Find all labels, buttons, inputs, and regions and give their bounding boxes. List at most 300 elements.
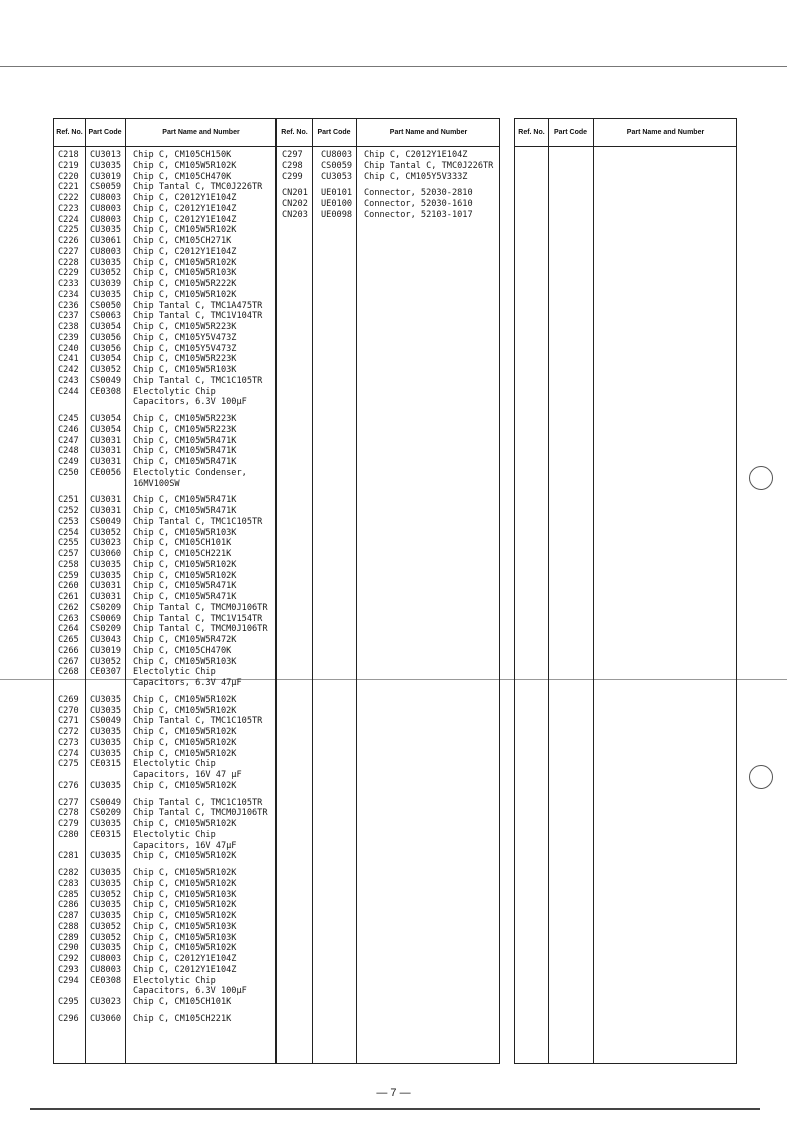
part-code-cell: CU3023 [90, 538, 122, 549]
ref-cell: C268 [58, 667, 79, 678]
part-code-cell: CU3056 [90, 332, 122, 343]
ref-cell: C299 [282, 171, 303, 182]
part-name-cell: Chip C, CM105W5R103K [133, 656, 237, 667]
table-row [54, 997, 275, 1008]
ref-cell: C252 [58, 506, 79, 516]
table-row [54, 414, 275, 425]
part-code-cell: CU3054 [90, 354, 122, 365]
table-row [54, 172, 275, 183]
ref-cell: C237 [58, 311, 79, 322]
part-code-cell: CU8003 [90, 214, 122, 225]
part-name-cell: Chip C, CM105CH470K [133, 645, 232, 656]
ref-cell: C244 [58, 386, 79, 397]
ref-cell: C279 [58, 819, 79, 829]
table-row [54, 397, 275, 408]
table-body [277, 150, 499, 221]
table-row [54, 781, 275, 792]
ref-cell: C242 [58, 365, 79, 375]
part-name-cell: Chip C, CM105W5R102K [133, 943, 237, 954]
table-row [54, 954, 275, 965]
table-row [54, 150, 275, 161]
part-name-cell: Chip Tantal C, TMC1V104TR [133, 311, 263, 322]
part-code-cell: CS0049 [90, 716, 122, 727]
ref-cell: C271 [58, 716, 79, 727]
part-code-cell: CU3019 [90, 171, 122, 182]
part-code-cell: CU3031 [90, 495, 122, 506]
table-row [54, 215, 275, 226]
part-name-cell: Capacitors, 6.3V 100µF [133, 986, 247, 997]
table-row [277, 199, 499, 210]
parts-table-1 [53, 118, 276, 1064]
table-row [54, 333, 275, 344]
part-code-cell: CU8003 [90, 964, 122, 975]
part-name-cell: Chip Tantal C, TMC1C105TR [133, 716, 263, 727]
part-code-cell: CU3061 [90, 236, 122, 246]
column-divider [548, 119, 549, 1063]
part-name-cell: Chip C, CM105W5R102K [133, 694, 237, 705]
part-name-cell: Chip C, CM105W5R102K [133, 911, 237, 921]
part-name-cell: Chip C, CM105CH101K [133, 538, 232, 549]
ref-cell: C277 [58, 797, 79, 808]
part-name-cell: Chip Tantal C, TMCM0J106TR [133, 624, 268, 635]
header-part-name: Part Name and Number [162, 128, 240, 136]
punch-hole-lower [749, 765, 773, 789]
ref-cell: C241 [58, 354, 79, 365]
part-name-cell: Chip Tantal C, TMC1C105TR [133, 516, 263, 527]
part-name-cell: Chip C, CM105Y5V473Z [133, 343, 237, 354]
part-code-cell: CS0209 [90, 624, 122, 635]
ref-cell: C236 [58, 300, 79, 311]
page-number: — 7 — [376, 1087, 411, 1099]
part-code-cell: CU3035 [90, 737, 122, 748]
part-code-cell: CU3035 [90, 705, 122, 716]
ref-cell: C272 [58, 727, 79, 737]
part-code-cell: CU3052 [90, 889, 122, 900]
ref-cell: C223 [58, 203, 79, 214]
ref-cell: C295 [58, 997, 79, 1007]
ref-cell: C270 [58, 705, 79, 716]
ref-cell: CN202 [282, 199, 308, 209]
part-name-cell: Chip C, CM105CH271K [133, 236, 232, 246]
table-row [54, 965, 275, 976]
part-code-cell: CE0307 [90, 667, 122, 678]
part-name-cell: Chip C, CM105W5R102K [133, 705, 237, 716]
table-row [54, 819, 275, 830]
ref-cell: C287 [58, 911, 79, 921]
part-code-cell: CU3019 [90, 645, 122, 656]
part-name-cell: Chip C, CM105W5R102K [133, 819, 237, 829]
part-name-cell: Chip C, CM105W5R223K [133, 322, 237, 332]
ref-cell: C296 [58, 1013, 79, 1024]
part-code-cell: CU3054 [90, 414, 122, 424]
part-name-cell: Chip C, CM105W5R102K [133, 737, 237, 748]
ref-cell: C278 [58, 808, 79, 819]
ref-cell: C293 [58, 964, 79, 975]
ref-cell: C280 [58, 829, 79, 840]
ref-cell: C297 [282, 150, 303, 160]
part-name-cell: Chip C, CM105W5R102K [133, 559, 237, 570]
part-code-cell: CU3056 [90, 343, 122, 354]
ref-cell: C259 [58, 570, 79, 581]
part-name-cell: Chip C, C2012Y1E104Z [133, 954, 237, 964]
part-code-cell: CE0056 [90, 467, 122, 478]
table-row [54, 770, 275, 781]
table-row [277, 161, 499, 172]
part-code-cell: CU3031 [90, 446, 122, 457]
ref-cell: C264 [58, 624, 79, 635]
table-row [54, 225, 275, 236]
part-name-cell: Chip Tantal C, TMC1A475TR [133, 300, 263, 311]
header-part-code: Part Code [553, 128, 588, 136]
table-row [54, 868, 275, 879]
table-row [54, 879, 275, 890]
ref-cell: C288 [58, 921, 79, 932]
part-code-cell: CU3039 [90, 279, 122, 289]
table-row [54, 376, 275, 387]
part-name-cell: Chip C, C2012Y1E104Z [133, 964, 237, 975]
table-row [54, 517, 275, 528]
part-code-cell: CU3031 [90, 435, 122, 446]
part-code-cell: CU3052 [90, 921, 122, 932]
table-row [54, 479, 275, 490]
ref-cell: C239 [58, 332, 79, 343]
ref-cell: C294 [58, 975, 79, 986]
table-row [54, 571, 275, 582]
part-name-cell: Chip C, C2012Y1E104Z [133, 214, 237, 225]
part-code-cell: CS0059 [90, 182, 122, 193]
ref-cell: C224 [58, 214, 79, 225]
part-code-cell: CU3052 [90, 932, 122, 943]
part-name-cell: Electolytic Condenser, [133, 467, 247, 478]
part-code-cell: CU3035 [90, 868, 122, 878]
part-code-cell: CU8003 [90, 203, 122, 214]
part-code-cell: CU3031 [90, 457, 122, 467]
table-row [54, 436, 275, 447]
table-row [277, 188, 499, 199]
table-row [54, 365, 275, 376]
part-name-cell: Capacitors, 6.3V 47µF [133, 678, 242, 688]
part-name-cell: Chip C, CM105W5R471K [133, 435, 237, 446]
table-row [54, 236, 275, 247]
part-name-cell: Chip C, CM105W5R103K [133, 889, 237, 900]
ref-cell: C266 [58, 645, 79, 656]
table-row [54, 678, 275, 689]
part-code-cell: CU3035 [90, 559, 122, 570]
part-code-cell: UE0100 [321, 199, 353, 209]
table-row [54, 706, 275, 717]
ref-cell: CN203 [282, 209, 308, 220]
table-header [54, 119, 275, 147]
part-name-cell: Chip C, C2012Y1E104Z [133, 203, 237, 214]
part-code-cell: CU3031 [90, 506, 122, 516]
ref-cell: C276 [58, 780, 79, 791]
table-row [54, 354, 275, 365]
part-code-cell: CU3054 [90, 322, 122, 332]
ref-cell: C240 [58, 343, 79, 354]
table-row [54, 182, 275, 193]
part-name-cell: Electolytic Chip [133, 829, 216, 840]
header-part-code: Part Code [317, 128, 351, 136]
part-code-cell: CU3035 [90, 780, 122, 791]
table-row [277, 210, 499, 221]
table-row [54, 933, 275, 944]
ref-cell: C267 [58, 656, 79, 667]
ref-cell: C285 [58, 889, 79, 900]
table-row [54, 624, 275, 635]
ref-cell: C253 [58, 516, 79, 527]
ref-cell: C219 [58, 160, 79, 171]
table-row [277, 150, 499, 161]
table-row [54, 322, 275, 333]
part-name-cell: Chip Tantal C, TMCM0J106TR [133, 602, 268, 613]
part-code-cell: CU3035 [90, 819, 122, 829]
part-code-cell: CE0315 [90, 759, 122, 770]
table-row [54, 635, 275, 646]
column-divider [356, 119, 357, 1063]
part-code-cell: UE0098 [321, 209, 353, 220]
table-row [54, 911, 275, 922]
part-name-cell: Electolytic Chip [133, 759, 216, 770]
ref-cell: C251 [58, 495, 79, 506]
part-code-cell: CU3035 [90, 878, 122, 889]
part-code-cell: CU3035 [90, 911, 122, 921]
table-row [54, 457, 275, 468]
table-row [54, 528, 275, 539]
part-name-cell: Chip C, CM105W5R102K [133, 727, 237, 737]
part-name-cell: Chip C, CM105W5R103K [133, 921, 237, 932]
table-row [54, 446, 275, 457]
table-row [277, 172, 499, 183]
ref-cell: C243 [58, 375, 79, 386]
ref-cell: C220 [58, 171, 79, 182]
part-name-cell: Chip Tantal C, TMCM0J106TR [133, 808, 268, 819]
ref-cell: C245 [58, 414, 79, 424]
table-row [54, 592, 275, 603]
part-name-cell: Capacitors, 16V 47 µF [133, 770, 242, 780]
table-row [54, 247, 275, 258]
ref-cell: C254 [58, 527, 79, 538]
table-row [54, 841, 275, 852]
part-name-cell: Chip C, CM105W5R103K [133, 268, 237, 279]
ref-cell: C228 [58, 257, 79, 268]
part-code-cell: CU8003 [321, 150, 353, 160]
table-row [54, 161, 275, 172]
part-name-cell: Chip C, CM105W5R471K [133, 506, 237, 516]
parts-table-2 [276, 118, 500, 1064]
table-row [54, 549, 275, 560]
part-name-cell: Chip C, CM105W5R102K [133, 868, 237, 878]
table-header [515, 119, 736, 147]
ref-cell: C257 [58, 549, 79, 559]
ref-cell: C298 [282, 160, 303, 171]
part-name-cell: Chip C, CM105W5R103K [133, 365, 237, 375]
part-code-cell: CU3035 [90, 289, 122, 300]
ref-cell: C255 [58, 538, 79, 549]
part-name-cell: Chip C, C2012Y1E104Z [133, 246, 237, 257]
ref-cell: C249 [58, 457, 79, 467]
ref-cell: C227 [58, 246, 79, 257]
part-code-cell: UE0101 [321, 188, 353, 199]
part-code-cell: CU3031 [90, 592, 122, 602]
part-name-cell: Chip C, CM105W5R103K [133, 527, 237, 538]
ref-cell: C289 [58, 932, 79, 943]
top-scan-rule [0, 66, 787, 67]
column-divider [312, 119, 313, 1063]
part-code-cell: CU3060 [90, 549, 122, 559]
part-code-cell: CU3035 [90, 727, 122, 737]
ref-cell: CN201 [282, 188, 308, 199]
part-code-cell: CU8003 [90, 246, 122, 257]
part-name-cell: Connector, 52103-1017 [364, 209, 473, 220]
table-row [54, 290, 275, 301]
part-name-cell: Chip C, CM105W5R222K [133, 279, 237, 289]
part-name-cell: Chip C, C2012Y1E104Z [364, 150, 468, 160]
part-code-cell: CU3023 [90, 997, 122, 1007]
table-row [54, 890, 275, 901]
ref-cell: C221 [58, 182, 79, 193]
part-code-cell: CU3031 [90, 581, 122, 592]
header-part-code: Part Code [88, 128, 122, 136]
ref-cell: C229 [58, 268, 79, 279]
ref-cell: C282 [58, 868, 79, 878]
part-code-cell: CU3043 [90, 635, 122, 645]
part-code-cell: CE0308 [90, 975, 122, 986]
ref-cell: C222 [58, 193, 79, 203]
ref-cell: C262 [58, 602, 79, 613]
part-name-cell: Chip C, CM105W5R103K [133, 932, 237, 943]
table-row [54, 727, 275, 738]
part-name-cell: Chip C, CM105W5R102K [133, 225, 237, 236]
header-part-name: Part Name and Number [389, 128, 468, 136]
part-name-cell: Electolytic Chip [133, 975, 216, 986]
table-row [54, 830, 275, 841]
ref-cell: C238 [58, 322, 79, 332]
part-code-cell: CU8003 [90, 193, 122, 203]
part-name-cell: Electolytic Chip [133, 667, 216, 678]
part-name-cell: Chip C, CM105CH470K [133, 171, 232, 182]
part-name-cell: Chip C, CM105W5R102K [133, 878, 237, 889]
punch-hole-upper [749, 466, 773, 490]
table-row [54, 603, 275, 614]
part-code-cell: CU3052 [90, 527, 122, 538]
ref-cell: C265 [58, 635, 79, 645]
table-row [54, 851, 275, 862]
part-name-cell: Chip C, CM105W5R471K [133, 446, 237, 457]
ref-cell: C234 [58, 289, 79, 300]
part-code-cell: CE0315 [90, 829, 122, 840]
part-name-cell: Chip C, CM105W5R472K [133, 635, 237, 645]
column-divider [593, 119, 594, 1063]
part-code-cell: CU3035 [90, 257, 122, 268]
table-row [54, 279, 275, 290]
table-row [54, 614, 275, 625]
part-name-cell: Electolytic Chip [133, 386, 216, 397]
header-ref-no: Ref. No. [56, 128, 83, 136]
table-row [54, 538, 275, 549]
table-row [54, 193, 275, 204]
part-code-cell: CS0209 [90, 602, 122, 613]
part-name-cell: Chip C, CM105W5R471K [133, 581, 237, 592]
ref-cell: C260 [58, 581, 79, 592]
ref-cell: C218 [58, 150, 79, 160]
table-row [54, 258, 275, 269]
table-row [54, 943, 275, 954]
table-row [54, 759, 275, 770]
table-row [54, 798, 275, 809]
table-row [54, 646, 275, 657]
part-code-cell: CU8003 [90, 954, 122, 964]
table-row [54, 581, 275, 592]
table-row [54, 749, 275, 760]
part-code-cell: CU3052 [90, 656, 122, 667]
ref-cell: C275 [58, 759, 79, 770]
table-row [54, 268, 275, 279]
table-row [54, 986, 275, 997]
table-row [54, 657, 275, 668]
table-row [54, 301, 275, 312]
part-code-cell: CU3052 [90, 268, 122, 279]
ref-cell: C248 [58, 446, 79, 457]
ref-cell: C261 [58, 592, 79, 602]
part-name-cell: 16MV100SW [133, 478, 180, 489]
part-name-cell: Chip C, CM105W5R223K [133, 414, 237, 424]
part-code-cell: CS0049 [90, 797, 122, 808]
part-name-cell: Chip C, CM105W5R471K [133, 495, 237, 506]
table-row [54, 900, 275, 911]
part-name-cell: Chip Tantal C, TMC1C105TR [133, 797, 263, 808]
part-name-cell: Chip C, CM105W5R102K [133, 900, 237, 911]
ref-cell: C273 [58, 737, 79, 748]
part-name-cell: Chip C, CM105CH101K [133, 997, 232, 1007]
header-part-name: Part Name and Number [626, 128, 705, 136]
table-row [54, 808, 275, 819]
part-name-cell: Chip C, CM105W5R102K [133, 160, 237, 171]
table-row [54, 344, 275, 355]
table-header [277, 119, 499, 147]
part-code-cell: CU3053 [321, 171, 353, 182]
part-code-cell: CU3035 [90, 748, 122, 759]
table-row [54, 506, 275, 517]
part-code-cell: CS0209 [90, 808, 122, 819]
ref-cell: C281 [58, 851, 79, 862]
table-row [54, 495, 275, 506]
ref-cell: C225 [58, 225, 79, 236]
table-row [54, 468, 275, 479]
table-row [54, 976, 275, 987]
table-row [54, 560, 275, 571]
table-row [54, 667, 275, 678]
ref-cell: C269 [58, 694, 79, 705]
part-code-cell: CS0063 [90, 311, 122, 322]
part-name-cell: Capacitors, 6.3V 100µF [133, 397, 247, 408]
ref-cell: C246 [58, 424, 79, 435]
part-code-cell: CU3035 [90, 160, 122, 171]
part-code-cell: CS0069 [90, 613, 122, 624]
part-name-cell: Chip C, CM105W5R102K [133, 851, 237, 862]
header-ref-no: Ref. No. [281, 128, 308, 136]
table-row [54, 738, 275, 749]
part-name-cell: Chip C, CM105W5R471K [133, 592, 237, 602]
ref-cell: C226 [58, 236, 79, 246]
part-code-cell: CU3060 [90, 1013, 122, 1024]
ref-cell: C247 [58, 435, 79, 446]
part-name-cell: Chip C, C2012Y1E104Z [133, 193, 237, 203]
part-name-cell: Chip Tantal C, TMC1V154TR [133, 613, 263, 624]
table-row [54, 204, 275, 215]
part-name-cell: Chip C, CM105CH221K [133, 549, 232, 559]
part-code-cell: CS0059 [321, 160, 353, 171]
table-row [54, 716, 275, 727]
